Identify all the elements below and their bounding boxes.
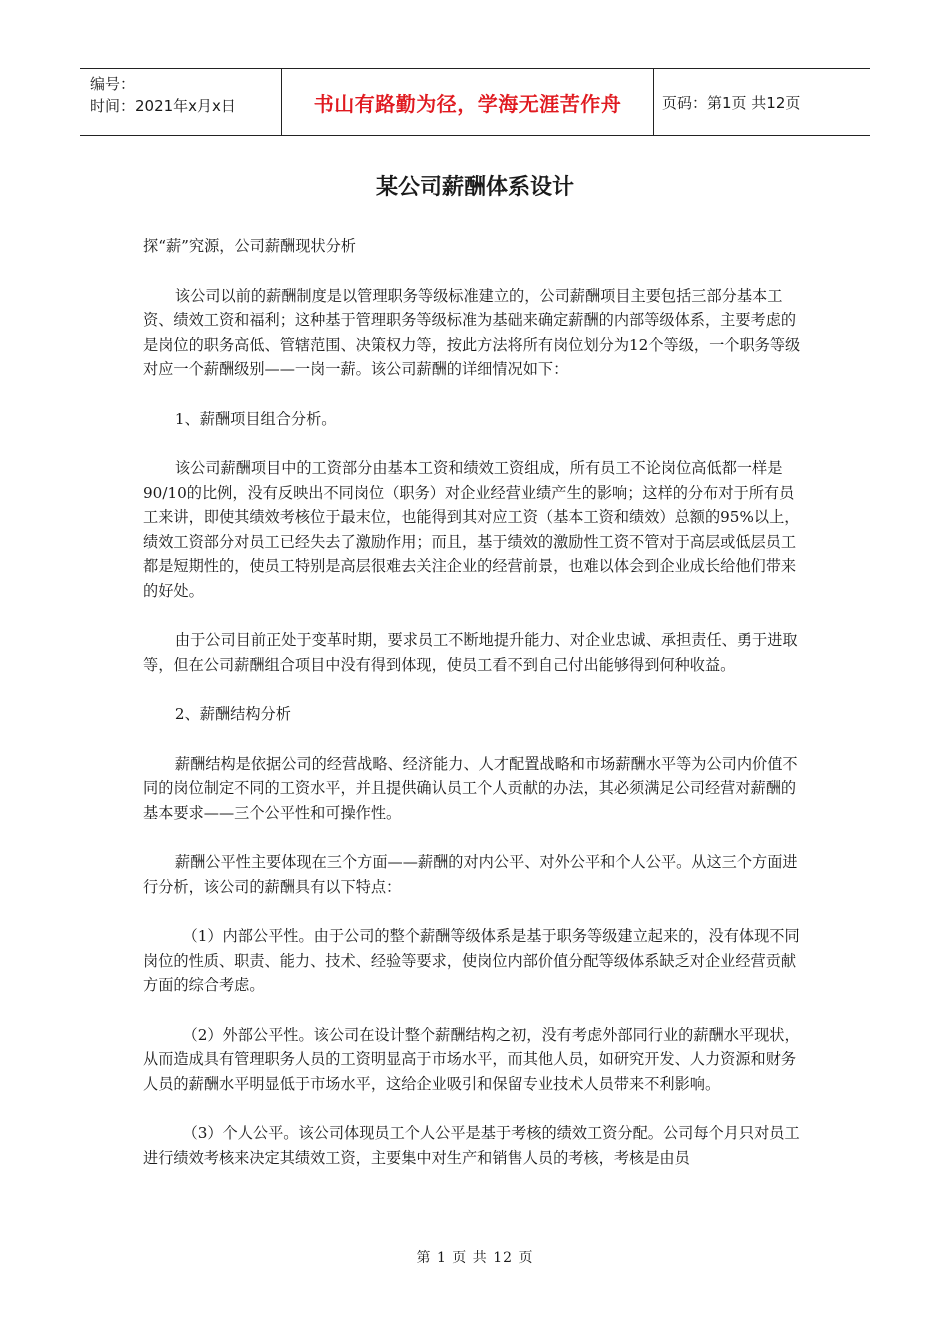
paragraph: 薪酬结构是依据公司的经营战略、经济能力、人才配置战略和市场薪酬水平等为公司内价值不同的岗位制定不同的工资水平，并且提供确认员工个人贡献的办法，其必须满足公司经营对薪酬的基本要求——三个公平性和可操作性。: [143, 754, 798, 822]
paragraph: （1）内部公平性。由于公司的整个薪酬等级体系是基于职务等级建立起来的，没有体现不同岗位的性质、职责、能力、技术、经验等要求，使岗位内部价值分配等级体系缺乏对企业经营贡献方面的综合考虑。: [143, 927, 800, 994]
section-heading: 1、薪酬项目组合分析。: [174, 409, 337, 428]
serial-label: 编号：: [90, 75, 136, 93]
header-meta: [80, 69, 282, 135]
date-label: 时间：2021年x月x日: [90, 97, 236, 115]
document-body: [143, 234, 807, 1195]
section-heading: 2、薪酬结构分析: [174, 705, 291, 723]
paragraph: （2）外部公平性。该公司在设计整个薪酬结构之初，没有考虑外部同行业的薪酬水平现状，从而造成具有管理职务人员的工资明显高于市场水平，而其他人员，如研究开发、人力资源和财务人员的薪酬水平明显低于市场水平，这给企业吸引和保留专业技术人员带来不利影响。: [143, 1025, 800, 1093]
page-footer: 第 1 页 共 12 页: [416, 1250, 534, 1266]
header-page-info: 页码：第1页 共12页: [662, 93, 801, 112]
motto-text: 书山有路勤为径，学海无涯苦作舟: [313, 91, 622, 116]
header-motto-cell: [282, 69, 654, 135]
paragraph: 薪酬公平性主要体现在三个方面——薪酬的对内公平、对外公平和个人公平。从这三个方面进行分析，该公司的薪酬具有以下特点：: [143, 853, 798, 896]
document-title: 某公司薪酬体系设计: [375, 175, 574, 200]
paragraph: 该公司薪酬项目中的工资部分由基本工资和绩效工资组成，所有员工不论岗位高低都一样是90/10的比例，没有反映出不同岗位（职务）对企业经营业绩产生的影响；这样的分布对于所有员工来讲，即使其绩效考核位于最末位，也能得到其对应工资（基本工资和绩效）总额的95%以上，绩效工资部分对员工已经失去了激励作用；而且，基于绩效的激励性工资不管对于高层或低层员工都是短期性的，使员工特别是高层很难去关注企业的经营前景，也难以体会到企业成长给他们带来的好处。: [143, 459, 800, 600]
paragraph: （3）个人公平。该公司体现员工个人公平是基于考核的绩效工资分配。公司每个月只对员工进行绩效考核来决定其绩效工资，主要集中对生产和销售人员的考核，考核是由员: [143, 1124, 800, 1167]
paragraph: 该公司以前的薪酬制度是以管理职务等级标准建立的，公司薪酬项目主要包括三部分基本工资、绩效工资和福利；这种基于管理职务等级标准为基础来确定薪酬的内部等级体系，主要考虑的是岗位的职务高低、管辖范围、决策权力等，按此方法将所有岗位划分为12个等级，一个职务等级对应一个薪酬级别——一岗一薪。该公司薪酬的详细情况如下：: [143, 286, 801, 378]
section-heading: 探“薪”究源，公司薪酬现状分析: [143, 237, 356, 255]
header-table: [80, 68, 870, 136]
paragraph: 由于公司目前正处于变革时期，要求员工不断地提升能力、对企业忠诚、承担责任、勇于进取等，但在公司薪酬组合项目中没有得到体现，使员工看不到自己付出能够得到何种收益。: [143, 631, 798, 674]
